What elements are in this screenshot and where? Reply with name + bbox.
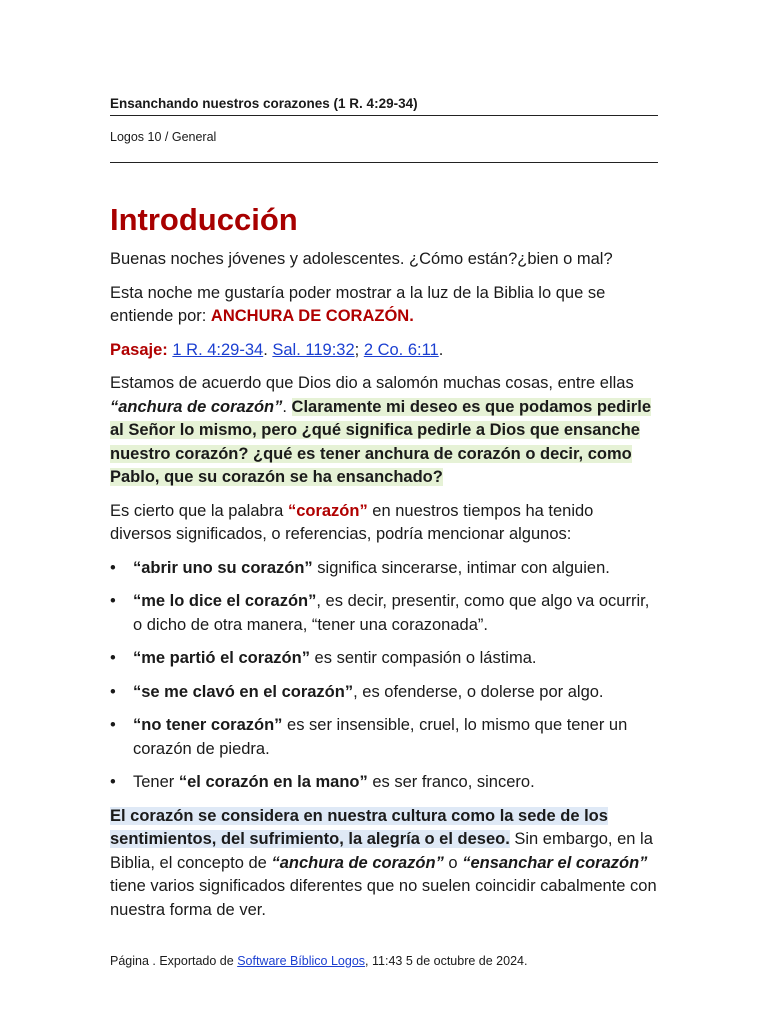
list-item-bold: “no tener corazón” (133, 716, 283, 734)
list-item-bold: “el corazón en la mano” (178, 773, 368, 791)
list-item-text: es ser franco, sincero. (367, 773, 535, 791)
list-item (110, 557, 658, 581)
culture-highlight: El corazón se considera en nuestra cultura como la sede de los sentimientos, del sufrimiento, la alegría o el deseo. (110, 806, 608, 848)
culture-text-2: o (443, 853, 463, 872)
logos-software-link[interactable]: Software Bíblico Logos (237, 954, 366, 968)
footer-suffix: , 11:43 5 de octubre de 2024. (365, 954, 528, 968)
passage-line (110, 339, 658, 363)
culture-text-1: Sin embargo, en la Biblia, el concepto de (110, 830, 653, 872)
passage-link-1[interactable]: 1 R. 4:29-34 (172, 340, 264, 359)
context-paragraph (110, 372, 658, 490)
list-item-bold: “me partió el corazón” (133, 649, 310, 667)
context-quote: “anchura de corazón” (110, 397, 283, 416)
meanings-after: en nuestros tiempos ha tenido diversos significados, o referencias, podría mencionar algunos: (110, 501, 594, 543)
footer-prefix: Página . Exportado de (110, 954, 238, 968)
intro-paragraph (110, 282, 658, 329)
list-item (110, 714, 658, 761)
passage-sep-2: ; (354, 340, 364, 359)
passage-link-2[interactable]: Sal. 119:32 (272, 340, 355, 359)
list-item (110, 647, 658, 671)
list-item-text: es ser insensible, cruel, lo mismo que tener un corazón de piedra. (133, 716, 628, 758)
meanings-before: Es cierto que la palabra (110, 501, 288, 520)
list-item-text: , es ofenderse, o dolerse por algo. (353, 682, 604, 701)
intro-text: Esta noche me gustaría poder mostrar a la luz de la Biblia lo que se entiende por: (110, 283, 606, 325)
context-highlight: Claramente mi deseo es que podamos pedirle al Señor lo mismo, pero ¿qué significa pedirle a Dios que ensanche nuestro corazón? ¿qué es tener anchura de corazón o decir, como Pablo, que su corazón se ha ensanchado? (110, 397, 651, 486)
culture-paragraph (110, 805, 658, 923)
section-heading: Introducción (110, 202, 298, 237)
list-item (110, 681, 658, 705)
list-item-text: , es decir, presentir, como que algo va ocurrir, o dicho de otra manera, “tener una corazonada”. (133, 592, 650, 634)
header-divider (110, 162, 658, 163)
list-item-text: significa sincerarse, intimar con alguien. (312, 558, 610, 577)
context-text: Estamos de acuerdo que Dios dio a salomón muchas cosas, entre ellas (110, 374, 634, 392)
page-footer (110, 953, 658, 969)
greeting-paragraph: Buenas noches jóvenes y adolescentes. ¿Cómo están?¿bien o mal? (110, 250, 613, 268)
passage-label: Pasaje: (110, 340, 168, 359)
meanings-paragraph (110, 500, 658, 547)
document-title: Ensanchando nuestros corazones (1 R. 4:29-34) (110, 95, 658, 116)
document-subtitle: Logos 10 / General (110, 130, 217, 144)
meanings-list (110, 557, 658, 795)
meanings-word: “corazón” (287, 501, 368, 520)
culture-text-3: tiene varios significados diferentes que no suelen coincidir cabalmente con nuestra forma de ver. (110, 877, 657, 919)
list-item-pre: Tener (133, 773, 179, 791)
list-item-bold: “se me clavó en el corazón” (133, 682, 354, 701)
culture-quote-2: “ensanchar el corazón” (462, 853, 648, 872)
passage-end: . (438, 340, 444, 359)
list-item (110, 771, 658, 795)
passage-link-3[interactable]: 2 Co. 6:11 (363, 340, 439, 359)
culture-quote-1: “anchura de corazón” (271, 853, 444, 872)
intro-emphasis: ANCHURA DE CORAZÓN. (210, 307, 414, 325)
list-item-text: es sentir compasión o lástima. (309, 649, 537, 667)
passage-sep-1: . (263, 340, 273, 359)
list-item-bold: “abrir uno su corazón” (133, 558, 313, 577)
list-item-bold: “me lo dice el corazón” (133, 592, 317, 610)
document-body (110, 248, 658, 932)
list-item (110, 590, 658, 637)
context-after: . (282, 397, 292, 416)
